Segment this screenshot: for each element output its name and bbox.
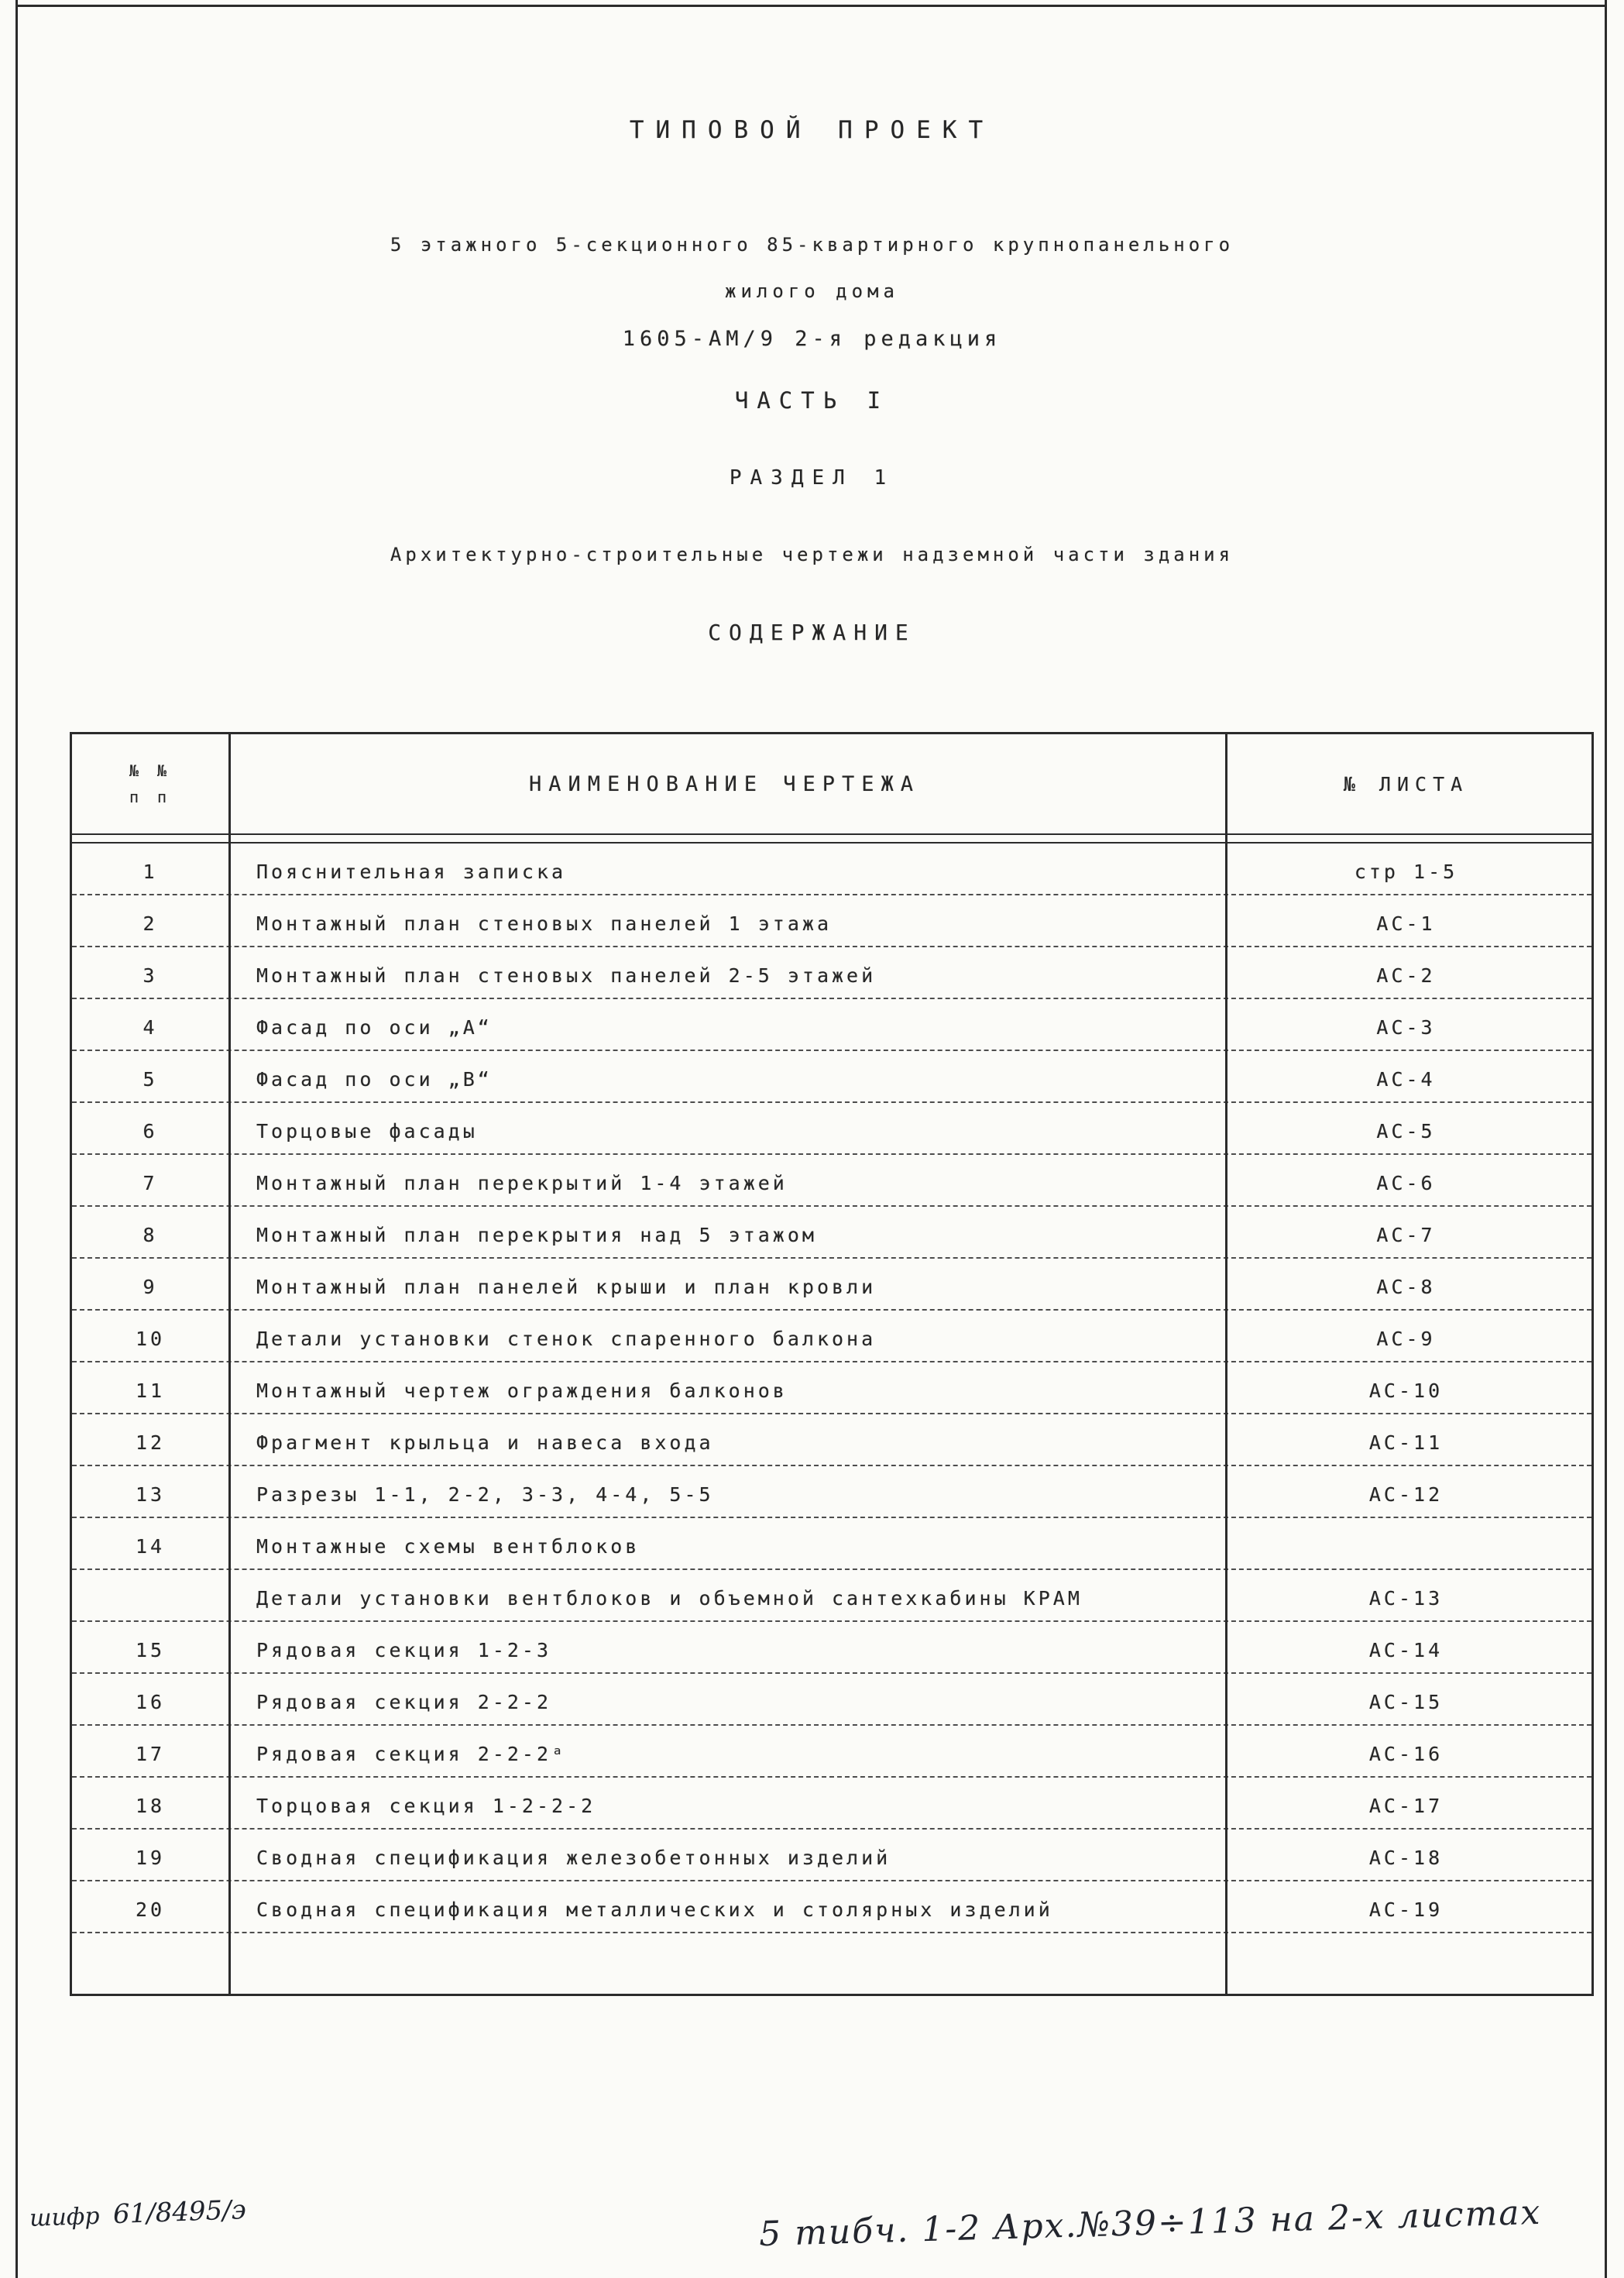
handwritten-note: 5 тибч. 1-2 Арх.№39÷113 на 2-х листах <box>758 2192 1542 2255</box>
header-double-line <box>72 835 1591 844</box>
row-name: Рядовая секция 2-2-2 <box>256 1691 552 1713</box>
cipher-value: 61/8495/э <box>112 2194 247 2231</box>
subtitle-line-1: 5 этажного 5-секционного 85-квартирного крупнопанельного <box>390 234 1234 256</box>
row-sheet: АС-10 <box>1368 1380 1444 1402</box>
row-sheet: АС-19 <box>1368 1898 1444 1921</box>
table-row <box>72 1311 1591 1362</box>
row-name: Разрезы 1-1, 2-2, 3-3, 4-4, 5-5 <box>256 1483 714 1506</box>
row-name: Фасад по оси „В“ <box>256 1068 493 1091</box>
row-name: Монтажные схемы вентблоков <box>256 1535 640 1558</box>
table-row <box>72 999 1591 1051</box>
row-sheet: АС-12 <box>1368 1483 1444 1506</box>
table-row <box>72 1259 1591 1311</box>
row-num: 13 <box>135 1483 166 1506</box>
table-row <box>72 1155 1591 1207</box>
row-name: Монтажный чертеж ограждения балконов <box>256 1380 788 1402</box>
contents-heading: СОДЕРЖАНИЕ <box>708 620 916 645</box>
row-num: 8 <box>142 1224 158 1246</box>
row-name: Монтажный план перекрытий 1-4 этажей <box>256 1172 788 1194</box>
row-name: Рядовая секция 1-2-3 <box>256 1639 552 1661</box>
row-sheet <box>1221 1558 1591 1568</box>
table-row <box>72 1881 1591 1933</box>
cipher-note <box>29 2194 246 2233</box>
row-name: Пояснительная записка <box>256 861 567 883</box>
column-divider-2 <box>1225 734 1227 1994</box>
column-header-number-line2: п п <box>129 788 172 806</box>
row-num: 19 <box>135 1847 166 1869</box>
row-num: 4 <box>142 1016 158 1039</box>
row-num: 9 <box>142 1276 158 1298</box>
row-sheet: АС-9 <box>1376 1328 1436 1350</box>
row-name: Сводная спецификация железобетонных изделий <box>256 1847 891 1869</box>
table-row <box>72 1933 1591 1994</box>
row-num: 20 <box>135 1898 166 1921</box>
table-row <box>72 1622 1591 1674</box>
row-num: 16 <box>135 1691 166 1713</box>
table-row <box>72 1466 1591 1518</box>
row-sheet <box>1221 1983 1591 1994</box>
row-num: 5 <box>142 1068 158 1091</box>
table-row <box>72 1414 1591 1466</box>
table-row <box>72 1362 1591 1414</box>
row-sheet: АС-7 <box>1376 1224 1436 1246</box>
row-sheet: АС-17 <box>1368 1795 1444 1817</box>
row-name: Монтажный план стеновых панелей 1 этажа <box>256 912 832 935</box>
row-sheet: АС-15 <box>1368 1691 1444 1713</box>
row-sheet: АС-6 <box>1376 1172 1436 1194</box>
row-name: Фасад по оси „А“ <box>256 1016 493 1039</box>
row-sheet: АС-14 <box>1368 1639 1444 1661</box>
chapter-line: Архитектурно-строительные чертежи надземной части здания <box>390 544 1234 565</box>
row-num: 15 <box>135 1639 166 1661</box>
row-num: 1 <box>142 861 158 883</box>
column-header-sheet: № ЛИСТА <box>1343 772 1469 795</box>
table-row <box>72 1207 1591 1259</box>
row-num: 7 <box>142 1172 158 1194</box>
row-name: Рядовая секция 2-2-2ᵃ <box>256 1743 567 1765</box>
column-header-name: НАИМЕНОВАНИЕ ЧЕРТЕЖА <box>528 771 921 796</box>
table-row <box>72 1051 1591 1103</box>
row-num: 17 <box>135 1743 166 1765</box>
row-num: 14 <box>135 1535 166 1558</box>
row-name: Сводная спецификация металлических и столярных изделий <box>256 1898 1053 1921</box>
scan-border-top <box>15 5 1607 7</box>
row-name: Торцовые фасады <box>256 1120 478 1142</box>
row-sheet: стр 1-5 <box>1354 861 1458 883</box>
row-name <box>228 1983 1221 1994</box>
row-name: Монтажный план панелей крыши и план кровли <box>256 1276 877 1298</box>
table-row <box>72 1674 1591 1726</box>
table-row <box>72 1570 1591 1622</box>
column-header-number-line1: № № <box>129 761 172 780</box>
table-row <box>72 1103 1591 1155</box>
row-name: Фрагмент крыльца и навеса входа <box>256 1431 714 1454</box>
series-line: 1605-АМ/9 2-я редакция <box>622 327 1002 351</box>
row-name: Монтажный план стеновых панелей 2-5 этажей <box>256 964 877 987</box>
row-sheet: АС-13 <box>1368 1587 1444 1610</box>
toc-rows <box>72 844 1591 1994</box>
row-sheet: АС-1 <box>1376 912 1436 935</box>
contents-table <box>70 732 1594 1996</box>
column-divider-1 <box>228 734 231 1994</box>
subtitle-line-2: жилого дома <box>725 280 899 302</box>
document-title: ТИПОВОЙ ПРОЕКТ <box>629 116 995 144</box>
row-sheet: АС-16 <box>1368 1743 1444 1765</box>
table-row <box>72 1778 1591 1830</box>
table-row <box>72 1830 1591 1881</box>
row-sheet: АС-4 <box>1376 1068 1436 1091</box>
row-sheet: АС-18 <box>1368 1847 1444 1869</box>
row-name: Детали установки стенок спаренного балкона <box>256 1328 877 1350</box>
part-line: ЧАСТЬ I <box>734 387 890 414</box>
row-sheet: АС-11 <box>1368 1431 1444 1454</box>
row-num: 12 <box>135 1431 166 1454</box>
table-row <box>72 1726 1591 1778</box>
cipher-label: шифр <box>29 2202 101 2232</box>
row-sheet: АС-2 <box>1376 964 1436 987</box>
table-row <box>72 895 1591 947</box>
row-sheet: АС-5 <box>1376 1120 1436 1142</box>
column-header-number <box>72 734 228 833</box>
table-header-row <box>72 734 1591 835</box>
row-sheet: АС-8 <box>1376 1276 1436 1298</box>
row-num: 18 <box>135 1795 166 1817</box>
row-num <box>72 1983 228 1994</box>
row-num: 6 <box>142 1120 158 1142</box>
row-sheet: АС-3 <box>1376 1016 1436 1039</box>
row-num: 3 <box>142 964 158 987</box>
row-name: Детали установки вентблоков и объемной сантехкабины КРАМ <box>256 1587 1083 1610</box>
row-name: Монтажный план перекрытия над 5 этажом <box>256 1224 817 1246</box>
table-row <box>72 947 1591 999</box>
table-row <box>72 1518 1591 1570</box>
table-row <box>72 844 1591 895</box>
section-line: РАЗДЕЛ 1 <box>729 466 895 490</box>
row-num: 2 <box>142 912 158 935</box>
row-num <box>72 1610 228 1620</box>
row-num: 11 <box>135 1380 166 1402</box>
row-name: Торцовая секция 1-2-2-2 <box>256 1795 596 1817</box>
row-num: 10 <box>135 1328 166 1350</box>
